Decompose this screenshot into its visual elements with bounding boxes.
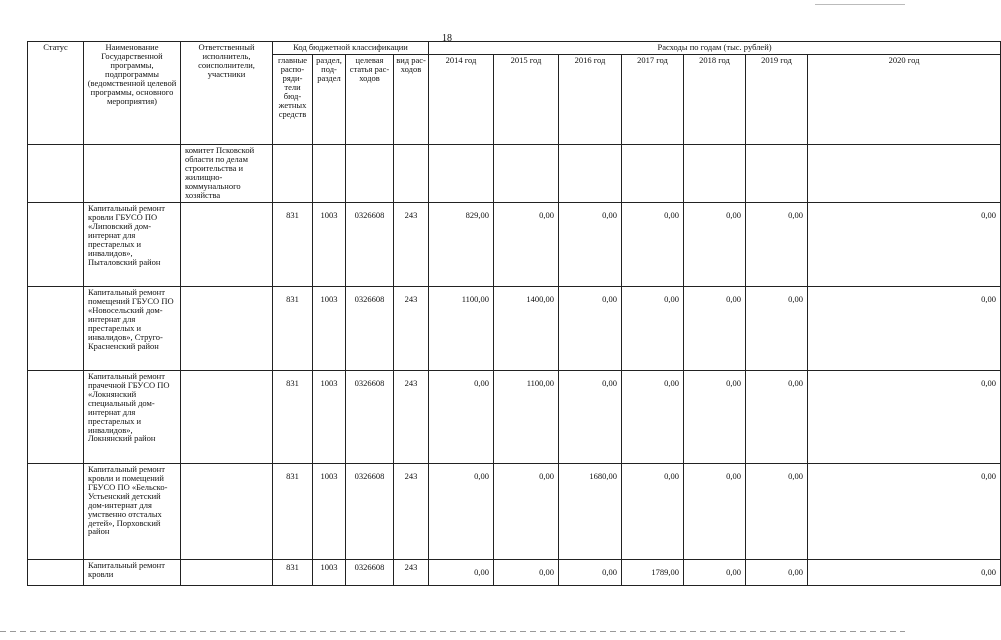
- value-cell: 0,00: [746, 203, 808, 287]
- value-cell: 0,00: [429, 464, 494, 560]
- table-row: [28, 371, 1001, 464]
- value-cell: 1100,00: [429, 287, 494, 371]
- header-year: 2014 год: [429, 55, 494, 145]
- value-cell: 0,00: [684, 464, 746, 560]
- value-cell: 0,00: [429, 560, 494, 586]
- code-cell: 831: [273, 464, 313, 560]
- header-year: 2019 год: [746, 55, 808, 145]
- value-cell: 0,00: [746, 287, 808, 371]
- header-expenses: Расходы по годам (тыс. рублей): [429, 42, 1001, 55]
- header-year: 2017 год: [622, 55, 684, 145]
- code-cell: 243: [394, 371, 429, 464]
- code-cell: 0326608: [346, 560, 394, 586]
- header-code-section: раздел, под-раздел: [313, 55, 346, 145]
- code-cell: 243: [394, 560, 429, 586]
- row-name: Капитальный ремонт прачечной ГБУСО ПО «Локнянский специальный дом-интернат для престарелых и инвалидов», Локнянский район: [84, 371, 181, 464]
- code-cell: 243: [394, 287, 429, 371]
- header-status: Статус: [28, 42, 84, 145]
- table-row: [28, 203, 1001, 287]
- value-cell: 0,00: [559, 371, 622, 464]
- code-cell: 1003: [313, 560, 346, 586]
- code-cell: 831: [273, 287, 313, 371]
- value-cell: 0,00: [746, 560, 808, 586]
- code-cell: 0326608: [346, 371, 394, 464]
- value-cell: 0,00: [559, 287, 622, 371]
- header-year: 2016 год: [559, 55, 622, 145]
- header-code-type: вид рас-ходов: [394, 55, 429, 145]
- header-name: Наименование Государственной программы, подпрограммы (ведомственной целевой программы, основного мероприятия): [84, 42, 181, 145]
- code-cell: 243: [394, 464, 429, 560]
- page-number: 18: [442, 33, 452, 44]
- value-cell: 829,00: [429, 203, 494, 287]
- code-cell: 0326608: [346, 287, 394, 371]
- code-cell: 831: [273, 371, 313, 464]
- row-name: Капитальный ремонт помещений ГБУСО ПО «Новосельский дом-интернат для престарелых и инвалидов», Струго-Красненский район: [84, 287, 181, 371]
- value-cell: 0,00: [559, 560, 622, 586]
- value-cell: 0,00: [622, 203, 684, 287]
- value-cell: 0,00: [494, 203, 559, 287]
- header-year: 2018 год: [684, 55, 746, 145]
- value-cell: 0,00: [684, 371, 746, 464]
- header-year: 2015 год: [494, 55, 559, 145]
- scan-edge-bottom: [0, 631, 905, 632]
- header-code-main: главные распо-ряди-тели бюд-жетных средств: [273, 55, 313, 145]
- table-row: [28, 560, 1001, 586]
- value-cell: 0,00: [746, 371, 808, 464]
- code-cell: 1003: [313, 203, 346, 287]
- value-cell: 1400,00: [494, 287, 559, 371]
- value-cell: 0,00: [622, 371, 684, 464]
- header-budget-code: Код бюджетной классификации: [273, 42, 429, 55]
- value-cell: 0,00: [808, 464, 1001, 560]
- table-row: [28, 287, 1001, 371]
- header-executor: Ответственный исполнитель, соисполнители, участники: [181, 42, 273, 145]
- code-cell: 0326608: [346, 464, 394, 560]
- row-name: Капитальный ремонт кровли: [84, 560, 181, 586]
- value-cell: 1100,00: [494, 371, 559, 464]
- value-cell: 1789,00: [622, 560, 684, 586]
- value-cell: 1680,00: [559, 464, 622, 560]
- code-cell: 1003: [313, 464, 346, 560]
- value-cell: 0,00: [429, 371, 494, 464]
- header-code-target: целевая статья рас-ходов: [346, 55, 394, 145]
- value-cell: 0,00: [622, 287, 684, 371]
- value-cell: 0,00: [684, 560, 746, 586]
- value-cell: 0,00: [559, 203, 622, 287]
- value-cell: 0,00: [746, 464, 808, 560]
- budget-table: [27, 41, 1001, 586]
- table-row: [28, 464, 1001, 560]
- value-cell: 0,00: [622, 464, 684, 560]
- value-cell: 0,00: [494, 560, 559, 586]
- code-cell: 243: [394, 203, 429, 287]
- code-cell: 0326608: [346, 203, 394, 287]
- code-cell: 1003: [313, 287, 346, 371]
- executor-cell: комитет Псковской области по делам строительства и жилищно-коммунального хозяйства: [181, 145, 273, 203]
- value-cell: 0,00: [684, 203, 746, 287]
- header-year: 2020 год: [808, 55, 1001, 145]
- row-name: Капитальный ремонт кровли и помещений ГБУСО ПО «Бельско-Устьенский детский дом-интернат для умственно отсталых детей», Порховский район: [84, 464, 181, 560]
- code-cell: 831: [273, 203, 313, 287]
- value-cell: 0,00: [808, 287, 1001, 371]
- value-cell: 0,00: [494, 464, 559, 560]
- value-cell: 0,00: [808, 371, 1001, 464]
- value-cell: 0,00: [808, 560, 1001, 586]
- scan-edge-top: [815, 4, 905, 5]
- row-name: Капитальный ремонт кровли ГБУСО ПО «Липовский дом-интернат для престарелых и инвалидов», Пыталовский район: [84, 203, 181, 287]
- executor-row: [28, 145, 1001, 203]
- code-cell: 831: [273, 560, 313, 586]
- value-cell: 0,00: [808, 203, 1001, 287]
- value-cell: 0,00: [684, 287, 746, 371]
- code-cell: 1003: [313, 371, 346, 464]
